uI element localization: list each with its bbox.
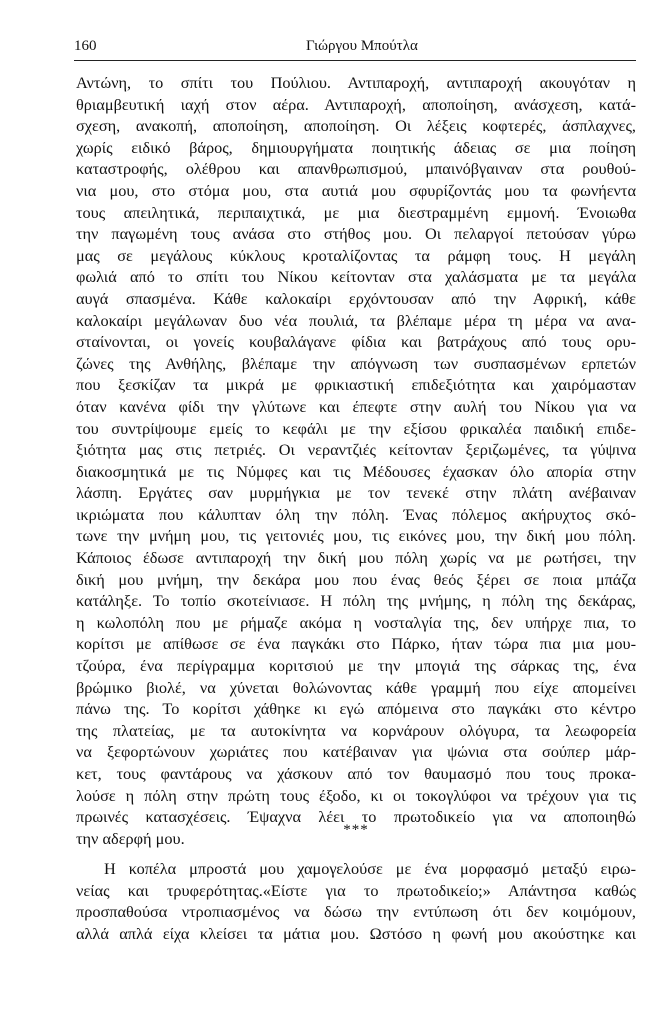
page-header	[74, 30, 636, 61]
paragraph-2	[76, 858, 636, 944]
text-line: ξιότητα μας στις πετριές. Οι νεραντζιές κείτονταν ξεριζωμένες, τα γύψινα	[76, 440, 636, 460]
text-line: θριαμβευτική ιαχή στον αέρα. Αντιπαροχή, αποποίηση, ανάσχεση, κατά-	[76, 94, 636, 114]
paragraph-1	[76, 72, 636, 849]
text-line: ζώνες της Ανθήλης, βλέπαμε την απόγνωση των συσπασμένων ερπετών	[76, 353, 636, 373]
text-line: δική μου μνήμη, την δεκάρα μου που ένας θεός ξέρει σε ποια μπάζα	[76, 569, 636, 589]
text-line: καταστροφής, ολέθρου και απανθρωπισμού, μπαινόβγαιναν στα ρουθού-	[76, 159, 636, 179]
text-line: κατάληξε. Το τοπίο σκοτείνιασε. Η πόλη της μνήμης, η πόλη της δεκάρας,	[76, 591, 636, 611]
text-line: του συντρίψουμε εμείς το κεφάλι με την εξίσου φρικαλέα παιδική επιδε-	[76, 418, 636, 438]
text-line: σχεση, ανακοπή, αποποίηση, αποποίηση. Οι λέξεις κοφτερές, άσπλαχνες,	[76, 116, 636, 136]
text-line: αλλά απλά είχα κλείσει τα μάτια μου. Ωστόσο η φωνή μου ακούστηκε και	[76, 923, 636, 943]
text-line: νείας και τρυφερότητας.«Είστε για το πρωτοδικείο;» Απάντησα καθώς	[76, 880, 636, 900]
running-title: Γιώργου Μπούτλα	[306, 38, 418, 54]
text-line: την αδερφή μου.	[76, 828, 185, 848]
text-line: φωλιά από το σπίτι του Νίκου κείτονταν στα χαλάσματα με τα μεγάλα	[76, 267, 636, 287]
text-line: λούσε η πόλη στην πρώτη τους έξοδο, κι οι τοκογλύφοι να τρέχουν για τις	[76, 785, 636, 805]
text-line: χωρίς ειδικό βάρος, δημιουργήματα ποιητικής άδειας σε μια ποίηση	[76, 137, 636, 157]
text-line: τζούρα, ένα περίγραμμα κοριτσιού με την μπογιά της σάρκας της, ένα	[76, 656, 636, 676]
page-number: 160	[74, 38, 97, 54]
text-line: κετ, τους φαντάρους να χάσκουν από τον θαυμασμό που τους προκα-	[76, 764, 636, 783]
text-line: Αντώνη, το σπίτι του Πούλιου. Αντιπαροχή, αντιπαροχή ακουγόταν η	[76, 73, 636, 92]
text-line: τωνε την μνήμη μου, τις γειτονιές μου, τις εικόνες μου, την δική μου πόλη.	[76, 526, 636, 546]
text-line: διακοσμητικά με τις Νύμφες και τις Μέδουσες έχασκαν όλο απορία στην	[76, 461, 636, 481]
text-line: νια μου, στο στόμα μου, στα αυτιά μου σφυρίζοντάς μου τα φωνήεντα	[76, 180, 636, 200]
text-line: σταίνονται, οι γονείς κουβαλάγανε φίδια και βατράχους από τους ορυ-	[76, 332, 636, 352]
text-line: λάσπη. Εργάτες σαν μυρμήγκια με τον τενεκέ στην πλάτη ανέβαιναν	[76, 483, 636, 503]
text-line: βρώμικο βιολέ, να χύνεται θολώνοντας κάθε γραμμή που είχε απομείνει	[76, 677, 636, 697]
text-line: πάνω της. Το κορίτσι χάθηκε κι εγώ απόμεινα στο παγκάκι στο κέντρο	[76, 699, 636, 719]
text-line: προσπαθούσα ντροπιασμένος να δώσω την εντύπωση ότι δεν κοιμόμουν,	[76, 902, 636, 922]
text-line: αυγά σπασμένα. Κάθε καλοκαίρι ερχόντουσαν από την Αφρική, κάθε	[76, 288, 636, 308]
text-line: μας σε μεγάλους κύκλους κροταλίζοντας τα ράμφη τους. Η μεγάλη	[76, 245, 636, 265]
text-line: ικριώματα που κάλυπταν όλη την πόλη. Ένας πόλεμος ακήρυχτος σκό-	[76, 504, 636, 524]
text-line: Η κοπέλα μπροστά μου χαμογελούσε με ένα μορφασμό μεταξύ ειρω-	[104, 859, 636, 878]
text-line: πρωινές κατασχέσεις. Έψαχνα λέει το πρωτοδικείο για να αποποιηθώ	[76, 807, 636, 827]
text-line: η κωλοπόλη που με ρήμαζε ακόμα η νοσταλγία της, δεν υπήρχε πια, το	[76, 612, 636, 632]
text-line: Κάποιος έδωσε αντιπαροχή την δική μου πόλη χωρίς να με ρωτήσει, την	[76, 548, 636, 568]
text-line: τους απειλητικά, περιπαιχτικά, με μια διεστραμμένη εμμονή. Ένοιωθα	[76, 202, 636, 222]
text-line: καλοκαίρι μεγάλωναν δυο νέα πουλιά, τα βλέπαμε μέρα τη μέρα να ανα-	[76, 310, 636, 330]
text-line: κορίτσι με απίθωσε σε ένα παγκάκι στο Πάρκο, ήταν τώρα πια μια μου-	[76, 634, 636, 654]
text-line: την παγωμένη τους ανάσα στο στήθος μου. Οι πελαργοί πετούσαν γύρω	[76, 224, 636, 244]
text-line: όταν κανένα φίδι την γλύτωνε και έπεφτε στην αυλή του Νίκου για να	[76, 396, 636, 416]
section-separator: ***	[343, 822, 369, 838]
text-line: να ξεφορτώνουν χωριάτες που κατέβαιναν για ψώνια στα σούπερ μάρ-	[76, 742, 636, 762]
text-line: που ξεσκίζαν τα μικρά με φρικιαστική επιδεξιότητα και χαιρόμασταν	[76, 375, 636, 395]
text-line: της πλατείας, με τα αυτοκίνητα να κορνάρουν ολόγυρα, τα λεωφορεία	[76, 720, 636, 740]
